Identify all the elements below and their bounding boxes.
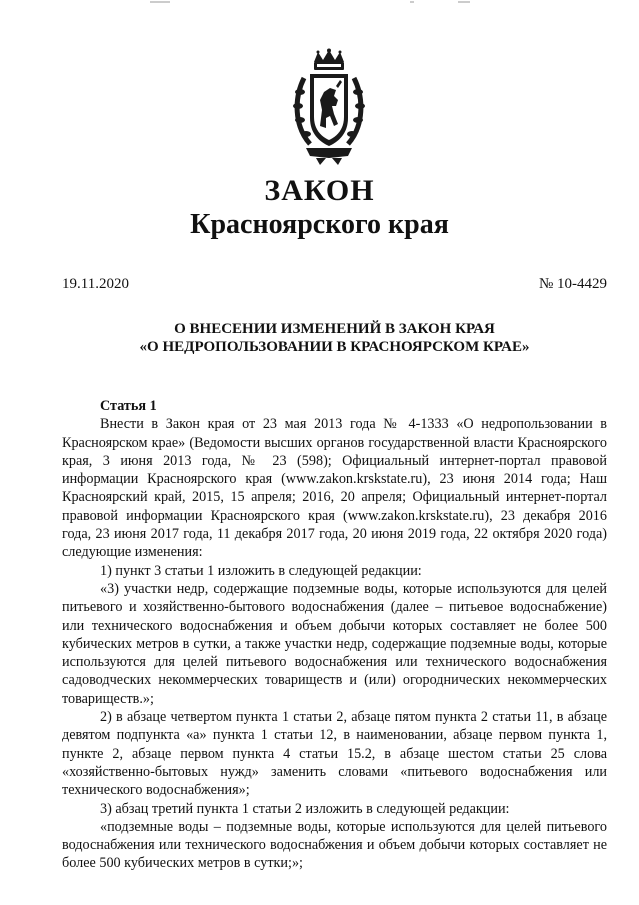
law-heading xyxy=(62,320,607,356)
law-heading-line-1: О ВНЕСЕНИИ ИЗМЕНЕНИЙ В ЗАКОН КРАЯ xyxy=(174,321,495,337)
document-number: № 10-4429 xyxy=(538,276,607,292)
document-date: 19.11.2020 xyxy=(62,276,129,292)
document-subtitle: Красноярского края xyxy=(190,209,449,240)
law-heading-line-2: «О НЕДРОПОЛЬЗОВАНИИ В КРАСНОЯРСКОМ КРАЕ» xyxy=(139,339,530,355)
article-title: Статья 1 xyxy=(100,398,157,414)
document-title: ЗАКОН xyxy=(264,174,375,207)
article-paragraph: «3) участки недр, содержащие подземные воды, которые используются для целей питьевого и хозяйственно-бытового водоснабжения (далее – питьевое водоснабжение) или технического водоснабжения и объем добычи которых составляет не более 500 кубических метров в сутки, а также участки недр, содержащие подземные воды, которые используются для целей питьевого водоснабжения или технического водоснабжения садоводческих некоммерческих товариществ и (или) огороднических некоммерческих товариществ.»; xyxy=(62,580,607,707)
article-paragraph: Внести в Закон края от 23 мая 2013 года № 4-1333 «О недропользовании в Красноярском крае» (Ведомости высших органов государственной власти Красноярского края, 3 июня 2013 года, № 23 (598); Официальный интернет-портал правовой информации Красноярского края (www.zakon.krskstate.ru), 23 июня 2014 года; Наш Красноярский край, 2015, 15 апреля; 2016, 20 апреля; Официальный интернет-портал правовой информации Красноярского края (www.zakon.krskstate.ru), 23 декабря 2016 года, 23 июня 2017 года, 11 декабря 2017 года, 20 июня 2019 года, 22 октября 2020 года) следующие изменения: xyxy=(62,416,607,561)
article-body xyxy=(62,397,607,873)
article-paragraph: 3) абзац третий пункта 1 статьи 2 изложить в следующей редакции: xyxy=(100,800,510,817)
article-paragraph: 1) пункт 3 статьи 1 изложить в следующей редакции: xyxy=(100,562,422,579)
article-paragraph: 2) в абзаце четвертом пункта 1 статьи 2, абзаце пятом пункта 2 статьи 11, в абзаце девятом подпункта «а» пункта 1 статьи 12, в наименовании, абзаце первом пункта 1, пункте 2, абзаце первом пункта 4 статьи 15.2, в абзаце шестом статьи 25 слова «хозяйственно-бытовых нужд» заменить словами «питьевого водоснабжения или технического водоснабжения»; xyxy=(62,709,607,799)
article-paragraph: «подземные воды – подземные воды, которые используются для целей питьевого водоснабжения или технического водоснабжения и объем добычи которых составляет не более 500 кубических метров в сутки;»; xyxy=(62,818,607,872)
scan-top-marks xyxy=(0,0,639,6)
coat-of-arms-icon xyxy=(290,48,368,166)
